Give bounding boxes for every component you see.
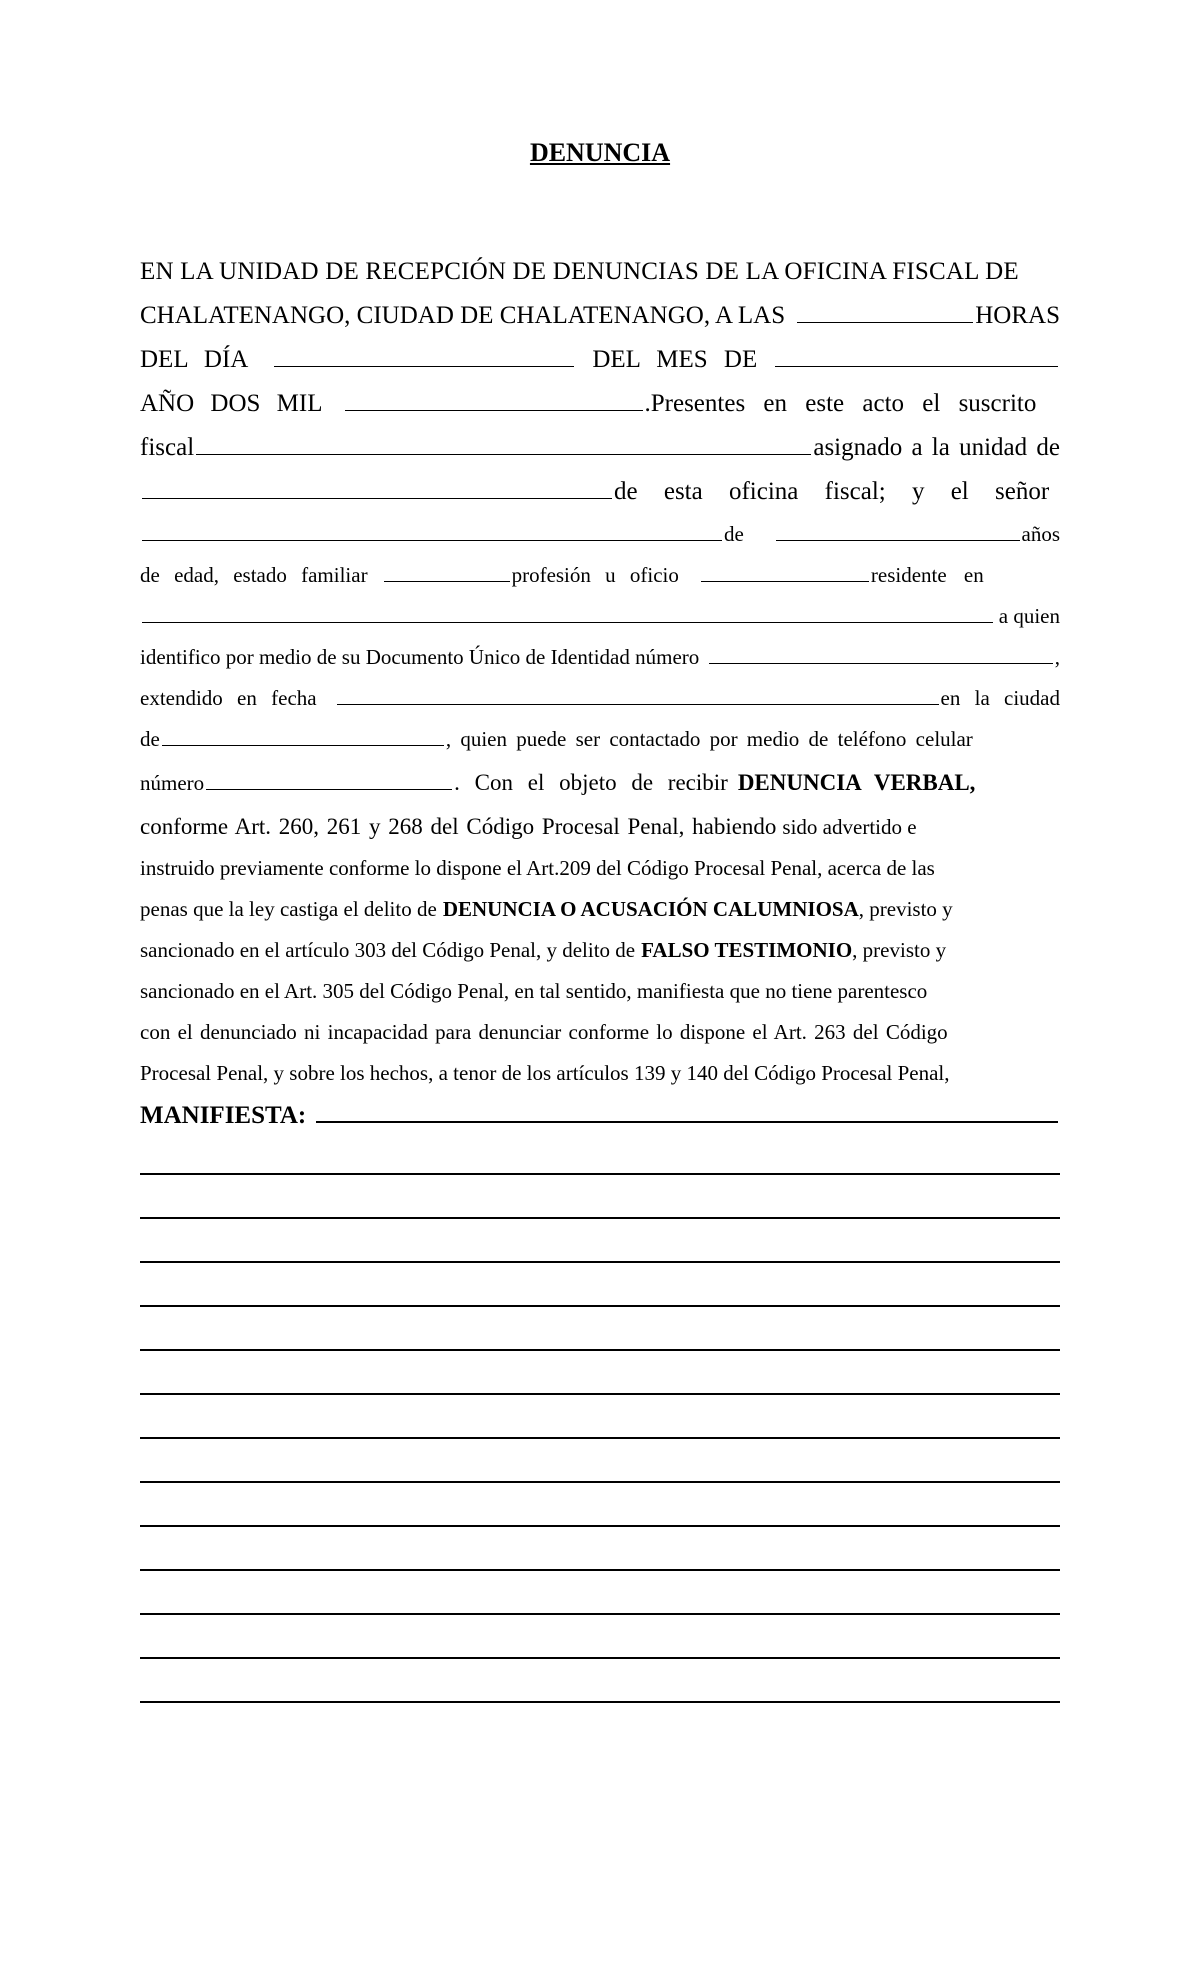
paragraph-line-9 <box>140 604 1060 644</box>
text-l20: Procesal Penal, y sobre los hechos, a tenor de los artículos 139 y 140 del Código Procesal Penal, <box>140 1061 950 1085</box>
statement-line[interactable] <box>140 1525 1060 1527</box>
text-l19: con el denunciado ni incapacidad para denunciar conforme lo dispone el Art. 263 del Código <box>140 1020 948 1044</box>
paragraph-line-16 <box>140 897 1060 937</box>
statement-line[interactable] <box>140 1393 1060 1395</box>
text-l11a: extendido en fecha <box>140 686 317 710</box>
text-l17b: FALSO TESTIMONIO <box>641 938 853 962</box>
phone-blank[interactable] <box>206 788 452 790</box>
paragraph-line-7 <box>140 522 1060 562</box>
statement-line[interactable] <box>140 1217 1060 1219</box>
statement-line[interactable] <box>140 1437 1060 1439</box>
paragraph-line-18 <box>140 979 1060 1019</box>
text-l1: EN LA UNIDAD DE RECEPCIÓN DE DENUNCIAS DE LA OFICINA FISCAL DE <box>140 258 1019 285</box>
paragraph-line-11 <box>140 686 1060 726</box>
text-l11b: en la ciudad <box>940 686 1060 710</box>
text-l17c: , previsto y <box>852 938 947 962</box>
paragraph-line-17 <box>140 938 1060 978</box>
statement-line[interactable] <box>140 1261 1060 1263</box>
complainant-name-blank[interactable] <box>142 539 722 541</box>
paragraph-line-5 <box>140 434 1060 474</box>
statement-line[interactable] <box>140 1569 1060 1571</box>
text-l7b: años <box>1021 522 1060 546</box>
statement-line[interactable] <box>140 1173 1060 1175</box>
document-title: DENUNCIA <box>529 138 671 167</box>
profession-blank[interactable] <box>701 580 869 582</box>
paragraph-line-15 <box>140 856 1060 896</box>
month-blank[interactable] <box>775 365 1058 367</box>
unit-blank[interactable] <box>142 497 612 499</box>
text-l6a: de esta oficina fiscal; y el señor <box>614 478 1050 505</box>
text-l12b: , quien puede ser contactado por medio de teléfono celular <box>445 727 973 751</box>
paragraph-line-10 <box>140 645 1060 685</box>
text-l15: instruido previamente conforme lo dispone el Art.209 del Código Procesal Penal, acerca de las <box>140 856 935 880</box>
statement-line[interactable] <box>140 1701 1060 1703</box>
text-l13a: número <box>140 771 205 795</box>
hours-blank[interactable] <box>797 321 973 323</box>
text-l5a: fiscal <box>140 434 195 461</box>
issue-date-blank[interactable] <box>337 703 939 705</box>
statement-blank-first[interactable] <box>316 1120 1058 1123</box>
statement-line[interactable] <box>140 1481 1060 1483</box>
text-l10b: , <box>1054 645 1060 669</box>
paragraph-line-4 <box>140 390 1060 430</box>
text-l3a: DEL DÍA <box>140 346 249 373</box>
paragraph-line-21 <box>140 1102 1060 1142</box>
text-l3b: DEL MES DE <box>592 346 758 373</box>
city-blank[interactable] <box>162 744 444 746</box>
residence-blank[interactable] <box>142 621 993 623</box>
text-l9a: a quien <box>998 604 1060 628</box>
text-l13c: DENUNCIA VERBAL, <box>737 770 976 795</box>
age-blank[interactable] <box>776 539 1020 541</box>
manifiesta-label: MANIFIESTA: <box>140 1102 307 1129</box>
paragraph-line-6 <box>140 478 1060 518</box>
paragraph-line-2 <box>140 302 1060 342</box>
paragraph-line-8 <box>140 563 1060 603</box>
paragraph-line-19 <box>140 1020 1060 1060</box>
text-l4a: AÑO DOS MIL <box>140 390 323 417</box>
text-l18: sancionado en el Art. 305 del Código Penal, en tal sentido, manifiesta que no tiene parentesco <box>140 979 928 1003</box>
statement-line[interactable] <box>140 1613 1060 1615</box>
text-l8a: de edad, estado familiar <box>140 563 368 587</box>
text-l14a: conforme Art. 260, 261 y 268 del Código Procesal Penal, habiendo <box>140 814 777 839</box>
paragraph-line-14 <box>140 814 1060 854</box>
day-blank[interactable] <box>274 365 574 367</box>
statement-line[interactable] <box>140 1349 1060 1351</box>
text-l16a: penas que la ley castiga el delito de <box>140 897 437 921</box>
text-l14b: sido advertido e <box>782 815 917 839</box>
text-l16b: DENUNCIA O ACUSACIÓN CALUMNIOSA <box>442 897 859 921</box>
paragraph-line-20 <box>140 1061 1060 1101</box>
text-l5b: asignado a la unidad de <box>813 434 1060 461</box>
marital-status-blank[interactable] <box>384 580 510 582</box>
year-blank[interactable] <box>345 409 643 411</box>
paragraph-line-3 <box>140 346 1060 386</box>
paragraph-line-12 <box>140 727 1060 767</box>
paragraph-line-1 <box>140 258 1060 298</box>
paragraph-line-13 <box>140 770 1060 810</box>
text-l13b: . Con el objeto de recibir <box>454 770 728 795</box>
text-l2a: CHALATENANGO, CIUDAD DE CHALATENANGO, A LAS <box>140 302 786 329</box>
id-number-blank[interactable] <box>709 662 1052 664</box>
statement-line[interactable] <box>140 1305 1060 1307</box>
text-l8b: profesión u oficio <box>511 563 679 587</box>
text-l2b: HORAS <box>975 302 1060 329</box>
text-l16c: , previsto y <box>858 897 953 921</box>
text-l17a: sancionado en el artículo 303 del Código Penal, y delito de <box>140 938 636 962</box>
text-l12a: de <box>140 727 160 751</box>
text-l8c: residente en <box>870 563 984 587</box>
text-l7a: de <box>724 522 744 546</box>
text-l10a: identifico por medio de su Documento Único de Identidad número <box>140 645 700 669</box>
statement-line[interactable] <box>140 1657 1060 1659</box>
prosecutor-name-blank[interactable] <box>196 453 811 455</box>
text-l4b: .Presentes en este acto el suscrito <box>644 390 1037 417</box>
